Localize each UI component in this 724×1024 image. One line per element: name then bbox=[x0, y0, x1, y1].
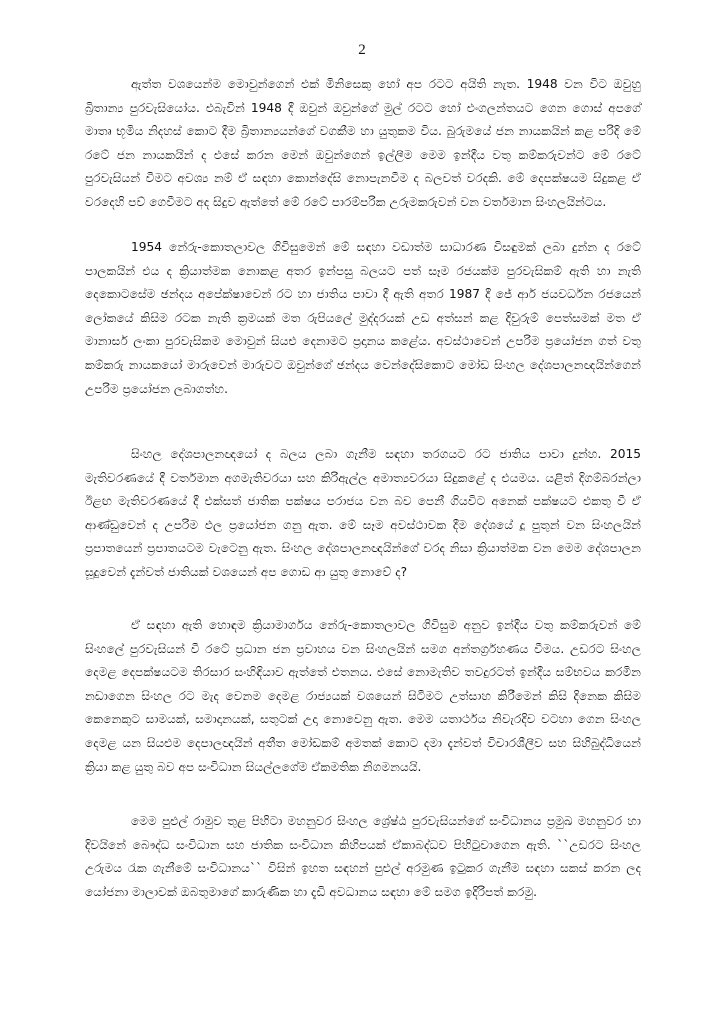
paragraph-5: මෙම පුළුල් රාමුව තුළ පිහිටා මහනුවර සිංහල ශ්‍රේෂ්ඨ පුරවැසියන්ගේ සංවිධානය ප්‍රමුඛ මහනුවර හා දිවයිනේ බෞද්ධ සංවිධාන සහ ජාතික සංවිධාන කිහිපයක් ඒකාබද්ධව පිහිටුවාගෙන ඇති. ``උඩරට සිංහල උරුමය රැක ගැනීමේ සංවිධානය`` විසින් ඉහත සඳහන් පුළුල් අරමුණ ඉටුකර ගැනීම සඳහා සකස් කරන ලද යෝජනා මාලාවක් ඔබතුමාගේ කාරුණික හා දැඩි අවධානය සඳහා මේ සමග ඉදිරිපත් කරමු. bbox=[85, 814, 641, 899]
paragraph-3: සිංහල දේශපාලනඥයෝ ද බලය ලබා ගැනීම සඳහා තරගයට රට ජාතිය පාවා දුන්හ. 2015 මැතිවරණයේ දී වර්තමාන අගමැතිවරයා සහ කිරිඇල්ල අමාත්‍යවරයා සිදුකළේ ද එයමය. යළිත් දිගම්බරන්ලා ඊළඟ මැතිවරණයේ දී එක්සත් ජාතික පක්ෂය පරාජය වන බව පෙනී ගියවිට අනෙක් පක්ෂයට එකතු වී ඒ ආණ්ඩුවෙන් ද උපරිම ඵල ප්‍රයෝජන ගනු ඇත. මේ සෑම අවස්ථාවක දීම දේශයේ දූ පුතුන් වන සිංහලයින් ප්‍රපාතයෙන් ප්‍රපාතයටම වැටෙනු ඇත. සිංහල දේශපාලනඥයින්ගේ වරද නිසා ක්‍රියාත්මක වන මෙම දේශපාලන සූදුවෙන් දැන්වත් ජාතියක් වශයෙන් අප ගොඩ ආ යුතු නොවේ ද? bbox=[85, 447, 641, 579]
paragraph-1: ඇත්ත වශයෙන්ම මොවුන්ගෙන් එක් මිනිසෙකු හෝ අප රටට අයිති නැත. 1948 වන විට ඔවුහු බ්‍රිතාන්‍ය පුරවැසියෝය. එබැවින් 1948 දී ඔවුන් ඔවුන්ගේ මුල් රටට හෝ එංගලන්තයට ගෙන ගොස් අපගේ මාතෘ භූමිය නිදහස් කොට දීම බ්‍රිතාන්‍යයන්ගේ වගකීම හා යුතුකම විය. බුරුමයේ ජන නායකයින් කළ පරිදි මේ රටේ ජන නායකයින් ද එසේ කරන මෙන් ඔවුන්ගෙන් ඉල්ලීම මෙම ඉන්දීය වතු කම්කරුවන්ට මේ රටේ පුරවැසියන් වීමට අවශ්‍ය නම් ඒ සඳහා කොන්දේසි නොපැනවීම ද බලවත් වරදකි. මේ දෙපක්ෂයම සිදුකළ ඒ වරදෙහි පව් ගෙවීමට අද සිදුව ඇත්තේ මේ රටේ පාරම්පරික උරුමකරුවන් වන වර්තමාන සිංහලයින්ටය. bbox=[85, 77, 641, 209]
paragraph-2: 1954 නේරු-කොතලාවල ගිවිසුමෙන් මේ සඳහා වඩාත්ම සාධාරණ විසඳුමක් ලබා දුන්න ද රටේ පාලකයින් එය ද ක්‍රියාත්මක නොකළ අතර ඉන්පසු බලයට පත් සෑම රජයක්ම පුරවැසිකම් ඇති හා නැති දෙකොටසේම ඡන්දය අපේක්ෂාවෙන් රට හා ජාතිය පාවා දී ඇති අතර 1987 දී ජේ ආර් ජයවර්ධන රජයෙන් ලෝකයේ කිසිම රටක නැති ක්‍රමයක් මත රුපියලේ මුද්දරයක් උඩ අත්සන් කළ දිවුරුම් පෙත්සමක් මත ඒ මානාර්ස ලංකා පුරවැසිකම මොවුන් සියළු දෙනාමට ප්‍රදානය කළේය. අවස්ථාවෙන් උපරිම ප්‍රයෝජන ගත් වතු කම්කරු නායකයෝ මාරුවෙන් මාරුවට ඔවුන්ගේ ඡන්දය වෙන්දේසිකොට මෝඩ සිංහල දේශපාලනඥයින්ගෙන් උපරිම ප්‍රයෝජන ලබාගත්හ. bbox=[85, 240, 641, 396]
page-number: 2 bbox=[358, 42, 366, 58]
paragraph-4: ඒ සඳහා ඇති හොඳම ක්‍රියාමාර්ගය නේරු-කොතලාවල ගිවිසුම අනුව ඉන්දීය වතු කම්කරුවන් මේ සිංහලේ පුරවැසියන් වී රටේ ප්‍රධාන ජන ප්‍රවාහය වන සිංහලයින් සමග අන්තර්ග්‍රහණය වීමය. උඩරට සිංහල දෙමළ දෙපක්ෂයටම තිරසාර සංහිඳියාව ඇත්තේ එතනය. එසේ නොමැතිව තවදුරටත් ඉන්දීය සම්භවය කරමින නඩාගෙන සිංහල රට මැද වෙනම දෙමළ රාජ්‍යයක් වශයෙන් සිටීමට උත්සාහ කිරීමෙන් කිසි දිනෙක කිසිම කෙනෙකුට සාමයක්, සමාදානයක්, සතුටක් උදා නොවෙනු ඇත. මෙම යතාර්ථය නිවැරදිව වටහා ගෙන සිංහල දෙමළ යන සියළුම දෙපාලඥයින් අතීත මෝඩකම් අමතක් කොට දමා දැන්වත් විචාරශීලීව සහ සිහිබුද්ධියෙන් ක්‍රියා කළ යුතු බව අප සංවිධාන සියල්ලගේම ඒකමතික නිගමනයයි. bbox=[85, 618, 641, 774]
document-body bbox=[85, 73, 641, 899]
